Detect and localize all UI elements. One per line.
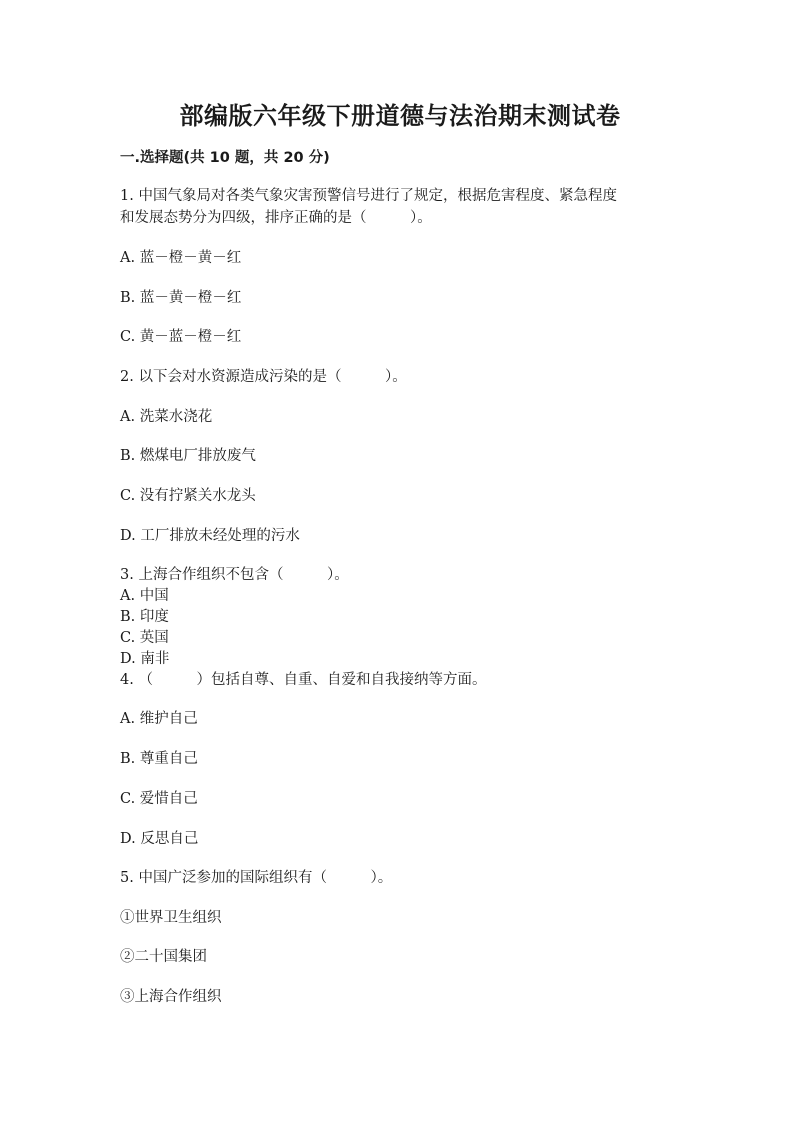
question-3-stem: 3. 上海合作组织不包含（ ）。: [120, 567, 349, 583]
question-5-item-3: ③上海合作组织: [120, 989, 222, 1005]
question-4-stem: 4. （ ）包括自尊、自重、自爱和自我接纳等方面。: [120, 672, 487, 688]
question-4-option-a: A. 维护自己: [120, 711, 198, 727]
document-title: 部编版六年级下册道德与法治期末测试卷: [179, 102, 621, 130]
question-4-option-d: D. 反思自己: [120, 831, 199, 847]
question-3-option-d: D. 南非: [120, 651, 170, 667]
question-5-stem: 5. 中国广泛参加的国际组织有（ ）。: [120, 870, 393, 886]
question-4-option-c: C. 爱惜自己: [120, 791, 198, 807]
question-5-item-2: ②二十国集团: [120, 949, 207, 965]
question-3-option-a: A. 中国: [120, 588, 169, 604]
question-1-option-b: B. 蓝－黄－橙－红: [120, 290, 242, 306]
question-3-option-c: C. 英国: [120, 630, 169, 646]
question-4-option-b: B. 尊重自己: [120, 751, 198, 767]
question-1-option-c: C. 黄－蓝－橙－红: [120, 329, 242, 345]
section-heading: 一.选择题(共 10 题，共 20 分): [120, 150, 330, 166]
question-2-option-b: B. 燃煤电厂排放废气: [120, 448, 256, 464]
question-1-stem-line-1: 1. 中国气象局对各类气象灾害预警信号进行了规定，根据危害程度、紧急程度: [120, 188, 617, 204]
question-2-option-a: A. 洗菜水浇花: [120, 409, 213, 425]
question-2-option-d: D. 工厂排放未经处理的污水: [120, 528, 300, 544]
question-1-stem-line-2: 和发展态势分为四级，排序正确的是（ ）。: [120, 210, 432, 226]
question-3-option-b: B. 印度: [120, 609, 169, 625]
question-2-option-c: C. 没有拧紧关水龙头: [120, 488, 256, 504]
question-1-option-a: A. 蓝－橙－黄－红: [120, 250, 242, 266]
question-5-item-1: ①世界卫生组织: [120, 910, 222, 926]
question-2-stem: 2. 以下会对水资源造成污染的是（ ）。: [120, 369, 407, 385]
